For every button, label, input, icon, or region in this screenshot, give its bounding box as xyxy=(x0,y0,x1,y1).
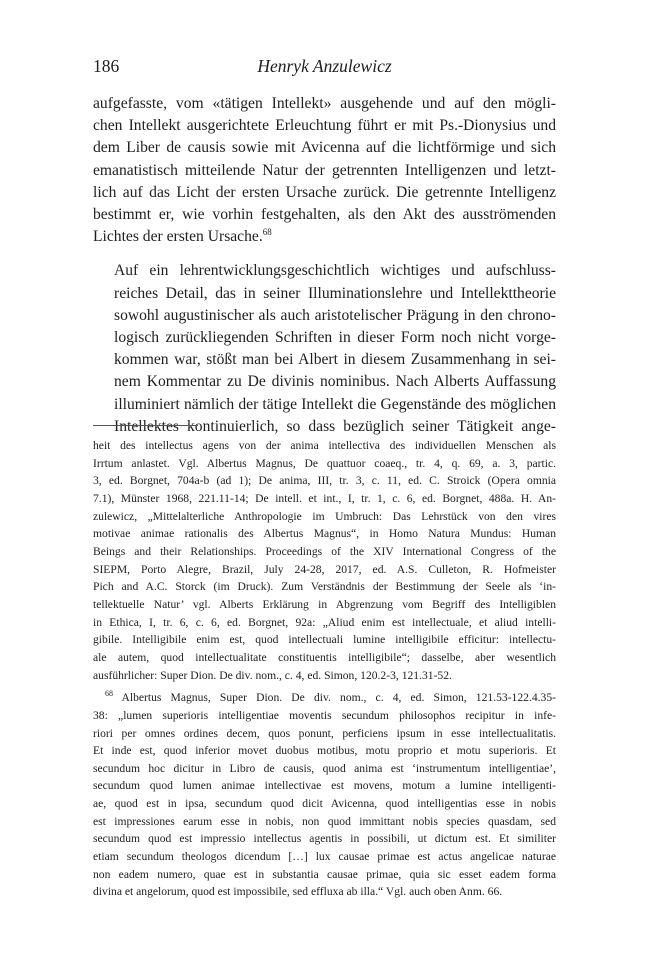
text-line: chen Intellekt ausgerichtete Erleuchtung führt er mit Ps.-Dionysius und xyxy=(93,117,556,135)
footnote-line: in Ethica, I, tr. 6, c. 6, ed. Borgnet, 92a: „Aliud enim est intellectuale, et aliud intelli- xyxy=(93,615,556,629)
footnote-line: zulewicz, „Mittelalterliche Anthropologie im Umbruch: Das Lehrstück von den vires xyxy=(93,509,556,523)
text-line: lich auf das Licht der ersten Ursache zurück. Die getrennte Intelligenz xyxy=(93,183,556,201)
footnote-line: gibile. Intelligibile enim est, quod intellectuali lumine intelligibile efficitur: intellectu- xyxy=(93,633,556,647)
footnote-line: Irrtum anlastet. Vgl. Albertus Magnus, De quattuor coaeq., tr. 4, q. 69, a. 3, partic. xyxy=(93,456,556,470)
footnote-line: motivae animae rationalis des Albertus Magnus“, in Homo Natura Mundus: Human xyxy=(93,527,556,541)
text-line: dem Liber de causis sowie mit Avicenna auf die lichtförmige und sich xyxy=(93,139,556,157)
text-line: illuminiert nämlich der tätige Intellekt die Gegenstände des möglichen xyxy=(114,395,556,413)
footnote-68-first-line xyxy=(93,689,556,707)
footnote-line: 7.1), Münster 1968, 221.11-14; De intell. et int., I, tr. 1, c. 6, ed. Borgnet, 488a. H. An- xyxy=(93,491,556,505)
running-title: Henryk Anzulewicz xyxy=(257,56,392,76)
footnote-number: 68 xyxy=(105,689,113,699)
footnote-line: secundum quod est impressio intellectus agentis in possibili, ut dictum est. Et similiter xyxy=(93,832,556,846)
text-line: Lichtes der ersten Ursache. xyxy=(93,228,263,246)
footnote-line: SIEPM, Porto Alegre, Brazil, July 24-28, 2017, ed. A.S. Culleton, R. Hofmeister xyxy=(93,562,556,576)
footnote-line: Pich and A.C. Storck (im Druck). Zum Verständnis der Bestimmung der Seele als ‘in- xyxy=(93,580,556,594)
footnote-line: ale autem, quod intellectualitate constituentis intelligibile“; dasselbe, aber wesentlich xyxy=(93,650,556,664)
footnote-line: Beings and their Relationships. Proceedings of the XIV International Congress of the xyxy=(93,544,556,558)
footnote-line: est impressiones earum esse in nobis, non quod immittant nobis species quasdam, sed xyxy=(93,814,556,828)
footnote-line: divina et angelorum, quod est impossibile, sed effluxa ab illa.“ Vgl. auch oben Anm. 66. xyxy=(93,885,503,899)
text-line: bestimmt er, wie vorhin festgehalten, als den Akt des ausströmenden xyxy=(93,206,556,224)
text-line: kommen war, stößt man bei Albert in diesem Zusammenhang in sei- xyxy=(114,351,556,369)
footnote-line: heit des intellectus agens von der anima intellectiva des individuellen Menschen als xyxy=(93,439,556,452)
footnotes xyxy=(93,437,556,901)
paragraph-2 xyxy=(93,260,556,438)
footnote-line: Albertus Magnus, Super Dion. De div. nom., c. 4, ed. Simon, 121.53-122.4.35- xyxy=(121,691,556,705)
text-line: emanatistisch mitteilende Natur der getrennten Intelligenzen und letzt- xyxy=(93,161,556,179)
footnote-divider xyxy=(93,425,198,426)
text-line: Auf ein lehrentwicklungsgeschichtlich wichtiges und aufschluss- xyxy=(114,262,556,280)
text-line: Intellektes kontinuierlich, so dass bezüglich seiner Tätigkeit ange- xyxy=(114,417,556,435)
text-line: reiches Detail, das in seiner Illuminationslehre und Intellekttheorie xyxy=(114,284,556,302)
footnote-ref-68[interactable]: 68 xyxy=(262,227,272,238)
footnote-line: secundum quod lumen animae intellectivae est movens, motum a lumine intelligenti- xyxy=(93,779,556,793)
text-line: sowohl augustinischer als auch aristotelischer Prägung in den chrono- xyxy=(114,306,556,324)
text-line-last xyxy=(93,226,556,248)
footnote-line: ausführlicher: Super Dion. De div. nom., c. 4, ed. Simon, 120.2-3, 121.31-52. xyxy=(93,668,452,682)
footnote-line: 38: „lumen superioris intelligentiae moventis secundum philosophos recipitur in infe- xyxy=(93,708,556,722)
footnote-line: secundum hoc dicitur in Libro de causis, quod anima est ‘instrumentum intelligentiae’, xyxy=(93,761,556,775)
text-line: logisch zurückliegenden Schriften in dieser Form noch nicht vorge- xyxy=(114,329,556,347)
text-line: nem Kommentar zu De divinis nominibus. Nach Alberts Auffassung xyxy=(114,373,556,391)
footnote-line: etiam secundum theologos dicendum […] lux causae primae est actus angelicae naturae xyxy=(93,850,556,864)
page-number: 186 xyxy=(93,56,120,76)
text-line: aufgefasste, vom «tätigen Intellekt» ausgehende und auf den mögli- xyxy=(93,95,556,112)
paragraph-1 xyxy=(93,93,556,248)
footnote-line: riori per omnes ordines decem, quos ponunt, perficiens ipsum in esse intellectualitatis. xyxy=(93,726,556,740)
footnote-continued xyxy=(93,437,556,684)
page-header xyxy=(93,56,556,80)
footnote-line: 3, ed. Borgnet, 704a-b (ad 1); De anima, III, tr. 3, c. 11, ed. C. Stroick (Opera omnia xyxy=(93,474,556,488)
footnote-68 xyxy=(93,689,556,901)
main-text xyxy=(93,93,556,438)
footnote-line: tellektuelle Natur’ vgl. Alberts Erklärung in Abgrenzung vom Begriff des Intelligiblen xyxy=(93,597,556,611)
footnote-line: non eadem numero, quae est in substantia causae primae, quia sic esset eadem forma xyxy=(93,867,556,881)
footnote-line: ae, quod est in ipsa, secundum quod dicit Avicenna, quod intelligentias esse in nobis xyxy=(93,797,556,811)
footnote-line: Et inde est, quod inferior movet duobus motibus, motu proprio et motu superioris. Et xyxy=(93,744,556,758)
